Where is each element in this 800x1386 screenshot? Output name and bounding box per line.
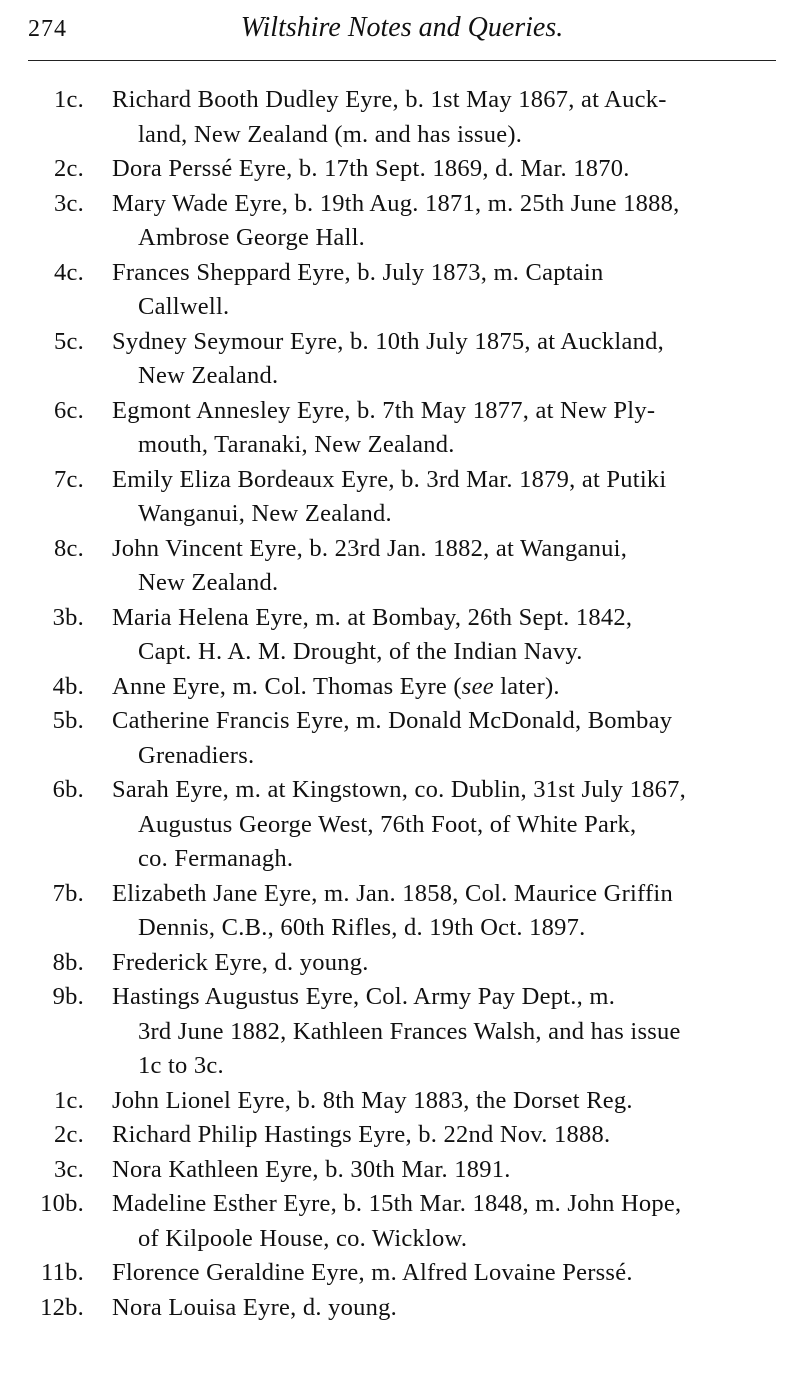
- genealogy-entry: [18, 152, 780, 187]
- entry-line: Mary Wade Eyre, b. 19th Aug. 1871, m. 25th June 1888,: [112, 189, 680, 217]
- entry-text: [112, 256, 780, 325]
- entry-number: 2c.: [54, 1121, 84, 1148]
- entry-text: [112, 1256, 780, 1291]
- genealogy-entry: [18, 187, 780, 256]
- entry-text: [112, 83, 780, 152]
- entry-line: Nora Louisa Eyre, d. young.: [112, 1293, 398, 1321]
- entry-number: 1c.: [54, 1086, 84, 1114]
- entry-line: Florence Geraldine Eyre, m. Alfred Lovaine Perssé.: [112, 1259, 633, 1286]
- entry-line: Dennis, C.B., 60th Rifles, d. 19th Oct. 1897.: [138, 914, 586, 941]
- header-rule: [28, 60, 776, 61]
- entry-text: [112, 946, 780, 981]
- entry-text: [112, 152, 780, 187]
- entry-line: Augustus George West, 76th Foot, of White Park,: [138, 810, 637, 838]
- entry-line: Madeline Esther Eyre, b. 15th Mar. 1848, m. John Hope,: [112, 1190, 682, 1217]
- genealogy-entry: [18, 704, 780, 773]
- page-header: [28, 8, 776, 48]
- entry-line: Dora Perssé Eyre, b. 17th Sept. 1869, d. Mar. 1870.: [112, 155, 630, 182]
- running-title: Wiltshire Notes and Queries.: [240, 12, 564, 43]
- genealogy-entry: [18, 946, 780, 981]
- entry-line: Hastings Augustus Eyre, Col. Army Pay Dept., m.: [112, 983, 616, 1010]
- genealogy-entry: [18, 1187, 780, 1256]
- entry-line: 1c to 3c.: [138, 1052, 224, 1079]
- entry-line: Frederick Eyre, d. young.: [112, 948, 369, 976]
- genealogy-entry: [18, 601, 780, 670]
- genealogy-entry: [18, 877, 780, 946]
- genealogy-entry: [18, 463, 780, 532]
- entry-text: [112, 394, 780, 463]
- entry-text: [112, 187, 780, 256]
- entry-line: Callwell.: [138, 293, 230, 320]
- entry-number: 6c.: [54, 396, 84, 424]
- entry-text: [112, 670, 780, 705]
- entry-number: 6b.: [52, 776, 84, 803]
- genealogy-entry: [18, 83, 780, 152]
- genealogy-entry: [18, 532, 780, 601]
- genealogy-entry: [18, 325, 780, 394]
- entry-line: John Lionel Eyre, b. 8th May 1883, the Dorset Reg.: [112, 1086, 633, 1114]
- entry-line: Sarah Eyre, m. at Kingstown, co. Dublin, 31st July 1867,: [112, 776, 687, 803]
- entry-text: [112, 601, 780, 670]
- entry-line: Catherine Francis Eyre, m. Donald McDonald, Bombay: [112, 707, 673, 734]
- entry-text: [112, 1291, 780, 1326]
- entry-line: Elizabeth Jane Eyre, m. Jan. 1858, Col. Maurice Griffin: [112, 879, 673, 907]
- entry-number: 4c.: [54, 258, 84, 286]
- entry-number: 8c.: [54, 534, 84, 562]
- genealogy-entry: [18, 1118, 780, 1153]
- genealogy-entry: [18, 256, 780, 325]
- entry-line: Anne Eyre, m. Col. Thomas Eyre (see later).: [112, 672, 560, 700]
- entry-line: Sydney Seymour Eyre, b. 10th July 1875, at Auckland,: [112, 327, 664, 355]
- entry-line: Ambrose George Hall.: [138, 224, 366, 251]
- entry-line: 3rd June 1882, Kathleen Frances Walsh, and has issue: [138, 1017, 681, 1045]
- entry-number: 1c.: [54, 86, 84, 113]
- genealogy-entry: [18, 1256, 780, 1291]
- entry-text: [112, 1118, 780, 1153]
- entry-number: 11b.: [41, 1259, 84, 1286]
- entry-line: land, New Zealand (m. and has issue).: [138, 120, 523, 148]
- entry-number: 2c.: [54, 155, 84, 182]
- entry-number: 3c.: [54, 1155, 84, 1183]
- genealogy-entry: [18, 394, 780, 463]
- entry-line: New Zealand.: [138, 362, 279, 389]
- entry-line: New Zealand.: [138, 569, 279, 596]
- entry-line: Emily Eliza Bordeaux Eyre, b. 3rd Mar. 1879, at Putiki: [112, 465, 667, 493]
- entry-line: Richard Philip Hastings Eyre, b. 22nd Nov. 1888.: [112, 1121, 611, 1148]
- page-number: 274: [28, 16, 67, 42]
- genealogy-entry: [18, 1153, 780, 1188]
- entry-number: 8b.: [52, 948, 84, 976]
- entry-number: 5c.: [54, 327, 84, 355]
- entry-line: Frances Sheppard Eyre, b. July 1873, m. Captain: [112, 258, 604, 286]
- entry-number: 10b.: [40, 1190, 84, 1217]
- genealogy-entry: [18, 1084, 780, 1119]
- entry-number: 12b.: [40, 1293, 84, 1321]
- entry-number: 7b.: [52, 879, 84, 907]
- genealogy-entry: [18, 1291, 780, 1326]
- entry-text: [112, 325, 780, 394]
- entry-line: John Vincent Eyre, b. 23rd Jan. 1882, at Wanganui,: [112, 534, 628, 562]
- entry-line: Nora Kathleen Eyre, b. 30th Mar. 1891.: [112, 1155, 511, 1183]
- entry-number: 9b.: [52, 983, 84, 1010]
- entry-line: co. Fermanagh.: [138, 845, 294, 872]
- entry-text: [112, 1084, 780, 1119]
- entry-line: mouth, Taranaki, New Zealand.: [138, 431, 455, 458]
- entry-text: [112, 1153, 780, 1188]
- entry-number: 4b.: [52, 672, 84, 700]
- entry-text: [112, 773, 780, 877]
- genealogy-entry: [18, 980, 780, 1084]
- entry-text: [112, 877, 780, 946]
- entry-line: Richard Booth Dudley Eyre, b. 1st May 1867, at Auck-: [112, 86, 667, 113]
- entry-line: Capt. H. A. M. Drought, of the Indian Navy.: [138, 638, 583, 665]
- entry-line: Grenadiers.: [138, 741, 255, 769]
- entry-text: [112, 1187, 780, 1256]
- entry-text: [112, 463, 780, 532]
- entry-number: 3c.: [54, 189, 84, 217]
- genealogy-entry: [18, 670, 780, 705]
- entry-line: of Kilpoole House, co. Wicklow.: [138, 1224, 468, 1252]
- entry-number: 7c.: [54, 465, 84, 493]
- entry-number: 3b.: [52, 603, 84, 631]
- entry-line: Egmont Annesley Eyre, b. 7th May 1877, at New Ply-: [112, 396, 656, 424]
- entry-line: Maria Helena Eyre, m. at Bombay, 26th Sept. 1842,: [112, 603, 633, 631]
- entry-text: [112, 532, 780, 601]
- entry-text: [112, 704, 780, 773]
- entry-line: Wanganui, New Zealand.: [138, 500, 392, 527]
- entry-text: [112, 980, 780, 1084]
- genealogy-entries: [18, 83, 780, 1325]
- genealogy-entry: [18, 773, 780, 877]
- entry-number: 5b.: [52, 707, 84, 734]
